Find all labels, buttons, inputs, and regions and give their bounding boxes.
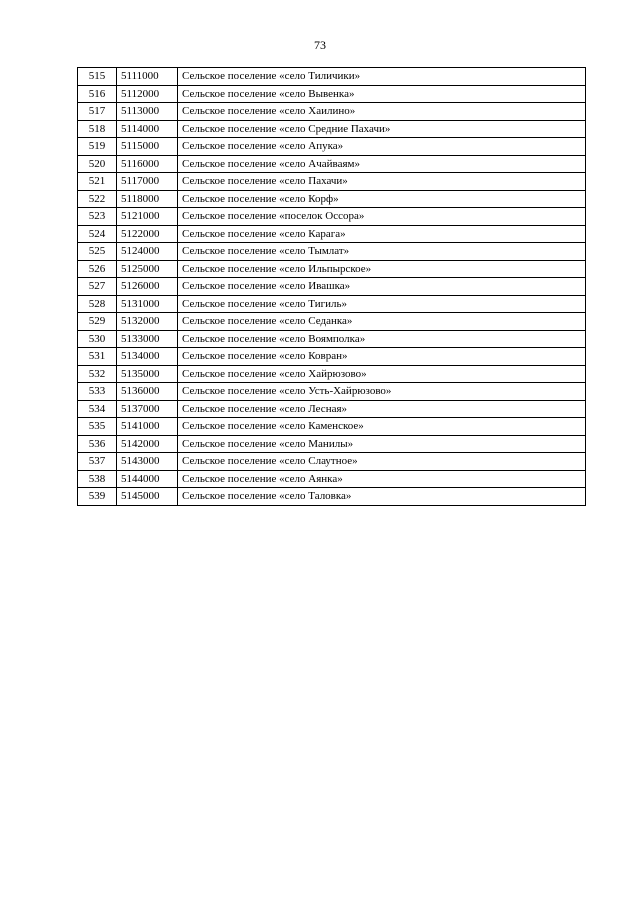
row-name-cell: Сельское поселение «село Ильпырское» [178, 260, 586, 278]
row-number-cell: 518 [78, 120, 117, 138]
row-code-cell: 5116000 [117, 155, 178, 173]
row-name-cell: Сельское поселение «село Апука» [178, 138, 586, 156]
row-code-cell: 5125000 [117, 260, 178, 278]
row-name-cell: Сельское поселение «село Манилы» [178, 435, 586, 453]
row-code-cell: 5117000 [117, 173, 178, 191]
table-row [78, 470, 586, 488]
row-number-cell: 538 [78, 470, 117, 488]
table-row [78, 330, 586, 348]
row-name-cell: Сельское поселение «поселок Оссора» [178, 208, 586, 226]
row-number-cell: 527 [78, 278, 117, 296]
table-row [78, 85, 586, 103]
row-code-cell: 5142000 [117, 435, 178, 453]
row-name-cell: Сельское поселение «село Корф» [178, 190, 586, 208]
table-row [78, 278, 586, 296]
row-code-cell: 5112000 [117, 85, 178, 103]
row-code-cell: 5124000 [117, 243, 178, 261]
row-name-cell: Сельское поселение «село Воямполка» [178, 330, 586, 348]
row-name-cell: Сельское поселение «село Каменское» [178, 418, 586, 436]
row-name-cell: Сельское поселение «село Ачайваям» [178, 155, 586, 173]
row-number-cell: 526 [78, 260, 117, 278]
row-number-cell: 539 [78, 488, 117, 506]
row-number-cell: 530 [78, 330, 117, 348]
row-number-cell: 517 [78, 103, 117, 121]
table-row [78, 243, 586, 261]
table-row [78, 260, 586, 278]
row-number-cell: 534 [78, 400, 117, 418]
table-row [78, 120, 586, 138]
row-code-cell: 5134000 [117, 348, 178, 366]
row-code-cell: 5118000 [117, 190, 178, 208]
page-number: 73 [314, 38, 326, 52]
row-number-cell: 536 [78, 435, 117, 453]
table-row [78, 365, 586, 383]
row-number-cell: 525 [78, 243, 117, 261]
row-code-cell: 5122000 [117, 225, 178, 243]
row-code-cell: 5141000 [117, 418, 178, 436]
row-number-cell: 521 [78, 173, 117, 191]
row-name-cell: Сельское поселение «село Хайрюзово» [178, 365, 586, 383]
row-code-cell: 5133000 [117, 330, 178, 348]
row-name-cell: Сельское поселение «село Пахачи» [178, 173, 586, 191]
row-code-cell: 5143000 [117, 453, 178, 471]
row-code-cell: 5144000 [117, 470, 178, 488]
row-name-cell: Сельское поселение «село Хаилино» [178, 103, 586, 121]
row-number-cell: 515 [78, 68, 117, 86]
table-row [78, 313, 586, 331]
row-code-cell: 5115000 [117, 138, 178, 156]
row-code-cell: 5132000 [117, 313, 178, 331]
row-name-cell: Сельское поселение «село Седанка» [178, 313, 586, 331]
row-name-cell: Сельское поселение «село Аянка» [178, 470, 586, 488]
row-code-cell: 5114000 [117, 120, 178, 138]
settlement-table-body [78, 68, 586, 506]
table-row [78, 208, 586, 226]
table-row [78, 453, 586, 471]
row-code-cell: 5145000 [117, 488, 178, 506]
row-number-cell: 535 [78, 418, 117, 436]
table-row [78, 295, 586, 313]
row-name-cell: Сельское поселение «село Тигиль» [178, 295, 586, 313]
row-name-cell: Сельское поселение «село Ковран» [178, 348, 586, 366]
row-number-cell: 532 [78, 365, 117, 383]
table-row [78, 155, 586, 173]
table-row [78, 225, 586, 243]
row-name-cell: Сельское поселение «село Вывенка» [178, 85, 586, 103]
row-name-cell: Сельское поселение «село Средние Пахачи» [178, 120, 586, 138]
settlement-table [77, 67, 586, 506]
row-name-cell: Сельское поселение «село Карага» [178, 225, 586, 243]
row-name-cell: Сельское поселение «село Таловка» [178, 488, 586, 506]
table-row [78, 418, 586, 436]
row-code-cell: 5135000 [117, 365, 178, 383]
row-number-cell: 519 [78, 138, 117, 156]
row-number-cell: 537 [78, 453, 117, 471]
row-code-cell: 5121000 [117, 208, 178, 226]
row-number-cell: 522 [78, 190, 117, 208]
table-row [78, 348, 586, 366]
row-number-cell: 523 [78, 208, 117, 226]
row-name-cell: Сельское поселение «село Тымлат» [178, 243, 586, 261]
row-name-cell: Сельское поселение «село Лесная» [178, 400, 586, 418]
row-code-cell: 5126000 [117, 278, 178, 296]
table-row [78, 435, 586, 453]
row-name-cell: Сельское поселение «село Усть-Хайрюзово» [178, 383, 586, 401]
row-code-cell: 5131000 [117, 295, 178, 313]
table-row [78, 400, 586, 418]
row-name-cell: Сельское поселение «село Ивашка» [178, 278, 586, 296]
row-number-cell: 529 [78, 313, 117, 331]
row-number-cell: 531 [78, 348, 117, 366]
table-row [78, 488, 586, 506]
table-row [78, 383, 586, 401]
table-row [78, 68, 586, 86]
row-number-cell: 528 [78, 295, 117, 313]
row-code-cell: 5113000 [117, 103, 178, 121]
row-number-cell: 524 [78, 225, 117, 243]
row-name-cell: Сельское поселение «село Тиличики» [178, 68, 586, 86]
row-code-cell: 5137000 [117, 400, 178, 418]
table-row [78, 173, 586, 191]
row-code-cell: 5136000 [117, 383, 178, 401]
table-row [78, 103, 586, 121]
row-number-cell: 533 [78, 383, 117, 401]
row-name-cell: Сельское поселение «село Слаутное» [178, 453, 586, 471]
table-row [78, 138, 586, 156]
row-code-cell: 5111000 [117, 68, 178, 86]
row-number-cell: 516 [78, 85, 117, 103]
table-row [78, 190, 586, 208]
row-number-cell: 520 [78, 155, 117, 173]
